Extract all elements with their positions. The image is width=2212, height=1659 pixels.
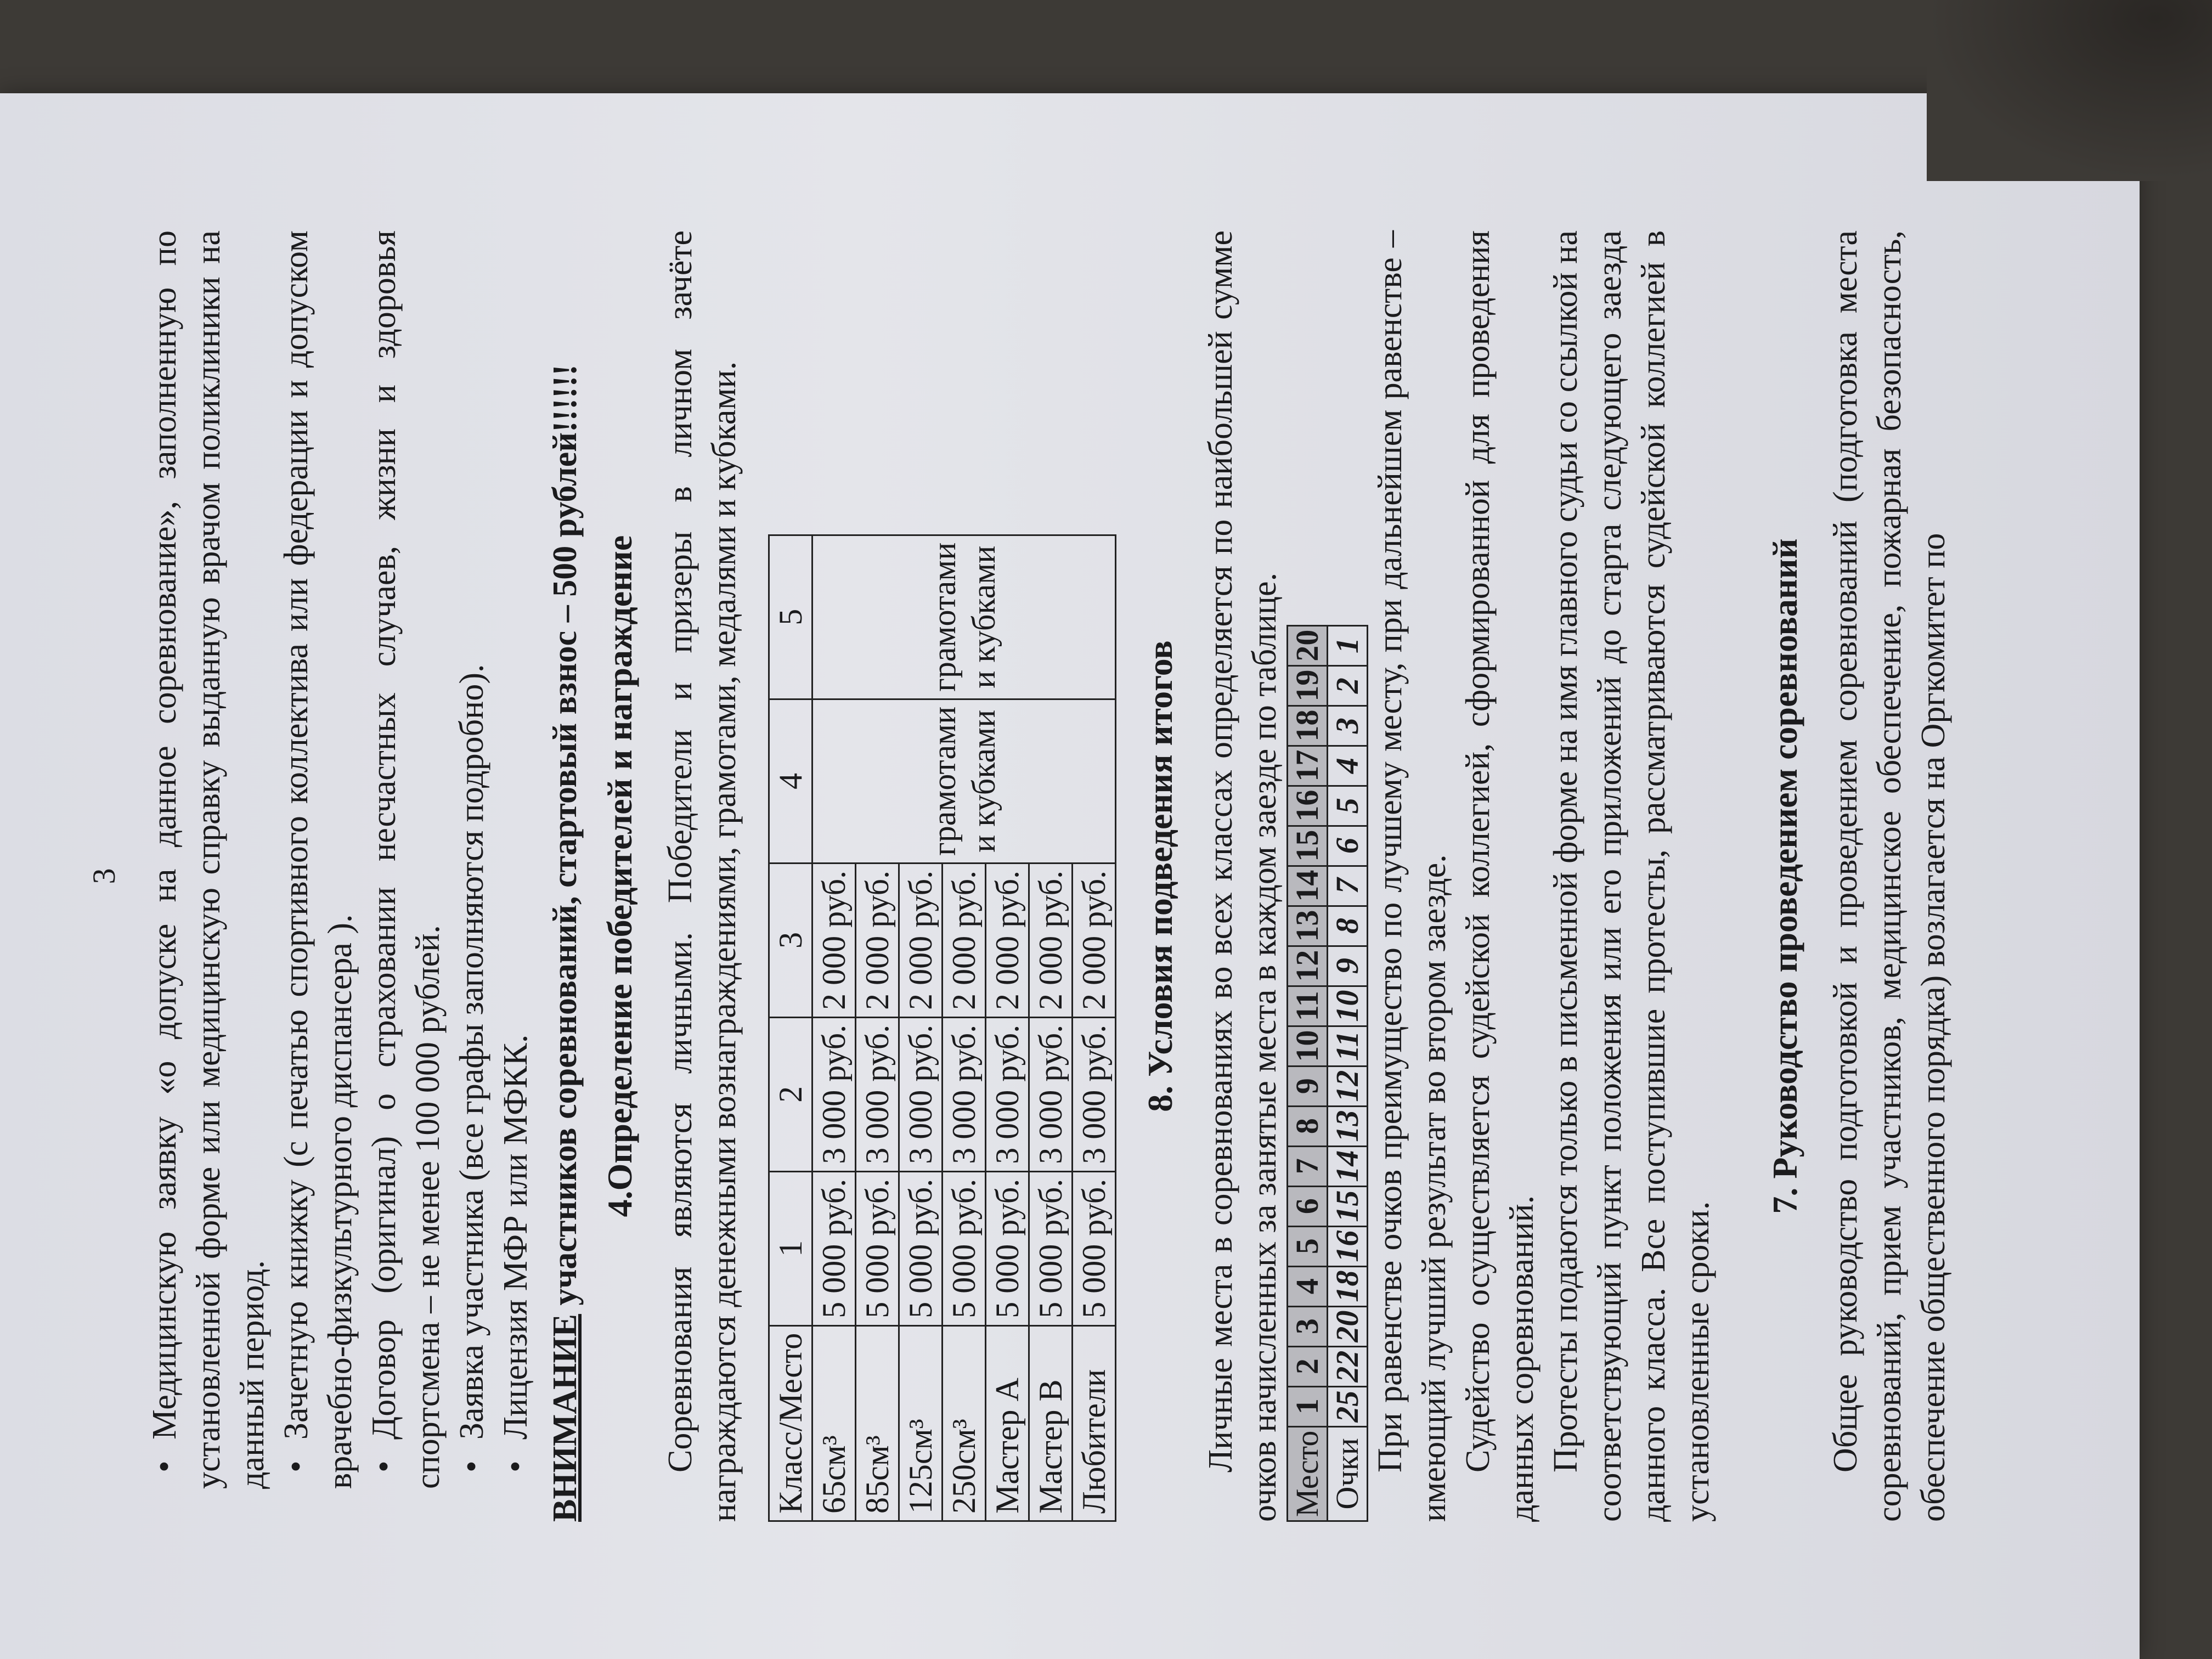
score-points-cell: 14 [1328, 1146, 1368, 1186]
score-points-cell: 13 [1328, 1106, 1368, 1146]
prize-cell: 5 000 руб. [1029, 1171, 1073, 1325]
prize-cell: 2 000 руб. [1029, 863, 1073, 1017]
bullet-application: • Заявка участника (все графы заполняются подробно). [450, 230, 494, 1522]
score-place-cell: 11 [1288, 986, 1328, 1026]
prize-header-cell: 2 [769, 1017, 812, 1171]
section-4-text: Соревнования являются личными. Победители и призеры в личном зачёте награждаются денежными вознаграждениями, грамотами, медалями и кубками. [662, 230, 743, 1522]
page-content [143, 230, 1955, 1522]
prize-cell: 2 000 руб. [943, 863, 986, 1017]
prize-cell: 3 000 руб. [856, 1017, 899, 1171]
prize-header-cell: 4 [769, 699, 812, 863]
score-place-label: Место [1288, 1426, 1328, 1521]
prize-header-cell: Класс/Место [769, 1325, 812, 1521]
score-points-cell: 18 [1328, 1266, 1368, 1306]
score-points-cell: 2 [1328, 665, 1368, 706]
prize-cell: 5 000 руб. [986, 1171, 1029, 1325]
prize-cell: 3 000 руб. [899, 1017, 943, 1171]
prize-class: Мастер В [1029, 1325, 1073, 1521]
attention-text: участников соревнований, стартовый взнос – 500 рублей!!!!!! [546, 364, 584, 1314]
prize-merged-5: грамотами и кубками [812, 535, 1116, 699]
prize-cell: 2 000 руб. [899, 863, 943, 1017]
bullet-record-book: • Зачетную книжку (с печатью спортивного коллектива или федерации и допуском врачебно-физкультурного диспансера ). [274, 230, 362, 1522]
score-place-cell: 8 [1288, 1106, 1328, 1146]
score-points-row [1328, 625, 1368, 1521]
page-number: 3 [86, 868, 122, 884]
prize-cell: 3 000 руб. [812, 1017, 856, 1171]
score-points-cell: 22 [1328, 1346, 1368, 1386]
score-points-cell: 20 [1328, 1306, 1368, 1346]
prize-merged-4: грамотами и кубками [812, 699, 1116, 863]
section-7-text: Общее руководство подготовкой и проведением соревнований (подготовка места соревнований, прием участников, медицинское обеспечение, пожарная безопасность, обеспечение общественного порядка) возлагается на Оргкомитет по [1827, 230, 1952, 1522]
score-points-cell: 6 [1328, 826, 1368, 866]
score-points-cell: 1 [1328, 625, 1368, 665]
prize-header-cell: 1 [769, 1171, 812, 1325]
score-points-label: Очки [1328, 1426, 1368, 1521]
prize-class: 125см³ [899, 1325, 943, 1521]
score-place-cell: 1 [1288, 1386, 1328, 1426]
section-8-protests: Протесты подаются только в письменной форме на имя главного судьи со ссылкой на соответствующий пункт положения или его приложений до старта следующего заезда данного класса. Все поступившие протесты, рассматриваются судейской коллегией в установленные сроки. [1547, 230, 1716, 1522]
score-points-cell: 4 [1328, 746, 1368, 786]
prize-cell: 5 000 руб. [943, 1171, 986, 1325]
score-place-cell: 2 [1288, 1346, 1328, 1386]
prize-class: 250см³ [943, 1325, 986, 1521]
section-8-intro: Личные места в соревнованиях во всех классах определяется по наибольшей сумме очков начисленных за занятые места в каждом заезде по таблице. [1202, 230, 1283, 1522]
attention-line [543, 230, 587, 1522]
score-place-cell: 14 [1288, 866, 1328, 906]
score-table [1286, 625, 1368, 1522]
prize-cell: 5 000 руб. [899, 1171, 943, 1325]
score-points-cell: 7 [1328, 866, 1368, 906]
prize-class: Любители [1073, 1325, 1116, 1521]
section-7-title: 7. Руководство проведением соревнований [1765, 538, 1804, 1214]
attention-prefix: ВНИМАНИЕ [546, 1314, 584, 1522]
prize-table [768, 534, 1116, 1522]
prize-header-cell: 3 [769, 863, 812, 1017]
score-place-cell: 20 [1288, 625, 1328, 665]
section-8-tie-rule: При равенстве очков преимущество по лучшему месту, при дальнейшем равенстве – имеющий лучший результат во втором заезде. [1372, 230, 1453, 1522]
score-points-cell: 11 [1328, 1026, 1368, 1066]
score-place-cell: 3 [1288, 1306, 1328, 1346]
prize-row [812, 535, 856, 1521]
score-place-cell: 12 [1288, 946, 1328, 986]
score-place-cell: 10 [1288, 1026, 1328, 1066]
score-points-cell: 15 [1328, 1186, 1368, 1226]
score-place-cell: 19 [1288, 665, 1328, 706]
section-4-title: 4.Определение победителей и награждение [600, 535, 639, 1217]
prize-cell: 3 000 руб. [986, 1017, 1029, 1171]
score-place-cell: 9 [1288, 1066, 1328, 1106]
score-points-cell: 25 [1328, 1386, 1368, 1426]
score-points-cell: 9 [1328, 946, 1368, 986]
score-place-cell: 6 [1288, 1186, 1328, 1226]
prize-header-cell: 5 [769, 535, 812, 699]
prize-class: Мастер А [986, 1325, 1029, 1521]
score-points-cell: 16 [1328, 1226, 1368, 1266]
score-place-cell: 4 [1288, 1266, 1328, 1306]
score-place-cell: 13 [1288, 906, 1328, 946]
prize-cell: 2 000 руб. [812, 863, 856, 1017]
bullet-medical: • Медицинскую заявку «о допуске на данное соревнование», заполненную по установленной форме или медицинскую справку выданную врачом поликлиники на данный период. [143, 230, 274, 1522]
prize-cell: 2 000 руб. [1073, 863, 1116, 1017]
score-points-cell: 12 [1328, 1066, 1368, 1106]
score-place-row [1288, 625, 1328, 1521]
bullet-license: • Лицензия МФР или МФКК. [494, 230, 538, 1522]
score-points-cell: 5 [1328, 786, 1368, 826]
score-place-cell: 5 [1288, 1226, 1328, 1266]
prize-cell: 5 000 руб. [1073, 1171, 1116, 1325]
prize-cell: 3 000 руб. [943, 1017, 986, 1171]
score-points-cell: 8 [1328, 906, 1368, 946]
score-place-cell: 7 [1288, 1146, 1328, 1186]
score-place-cell: 17 [1288, 746, 1328, 786]
prize-cell: 5 000 руб. [856, 1171, 899, 1325]
prize-class: 65см³ [812, 1325, 856, 1521]
score-place-cell: 16 [1288, 786, 1328, 826]
prize-cell: 3 000 руб. [1073, 1017, 1116, 1171]
prize-cell: 2 000 руб. [856, 863, 899, 1017]
document-page [0, 93, 2140, 1659]
score-points-cell: 10 [1328, 986, 1368, 1026]
section-8-judging: Судейство осуществляется судейской коллегией, сформированной для проведения данных соревнований. [1459, 230, 1541, 1522]
section-8-title: 8. Условия подведения итогов [1141, 640, 1180, 1112]
prize-header-row [769, 535, 812, 1521]
prize-class: 85см³ [856, 1325, 899, 1521]
prize-cell: 2 000 руб. [986, 863, 1029, 1017]
prize-cell: 3 000 руб. [1029, 1017, 1073, 1171]
score-points-cell: 3 [1328, 706, 1368, 746]
prize-cell: 5 000 руб. [812, 1171, 856, 1325]
bullet-insurance: • Договор (оригинал) о страховании несчастных случаев, жизни и здоровья спортсмена – не менее 100 000 рублей. [362, 230, 450, 1522]
score-place-cell: 18 [1288, 706, 1328, 746]
score-place-cell: 15 [1288, 826, 1328, 866]
